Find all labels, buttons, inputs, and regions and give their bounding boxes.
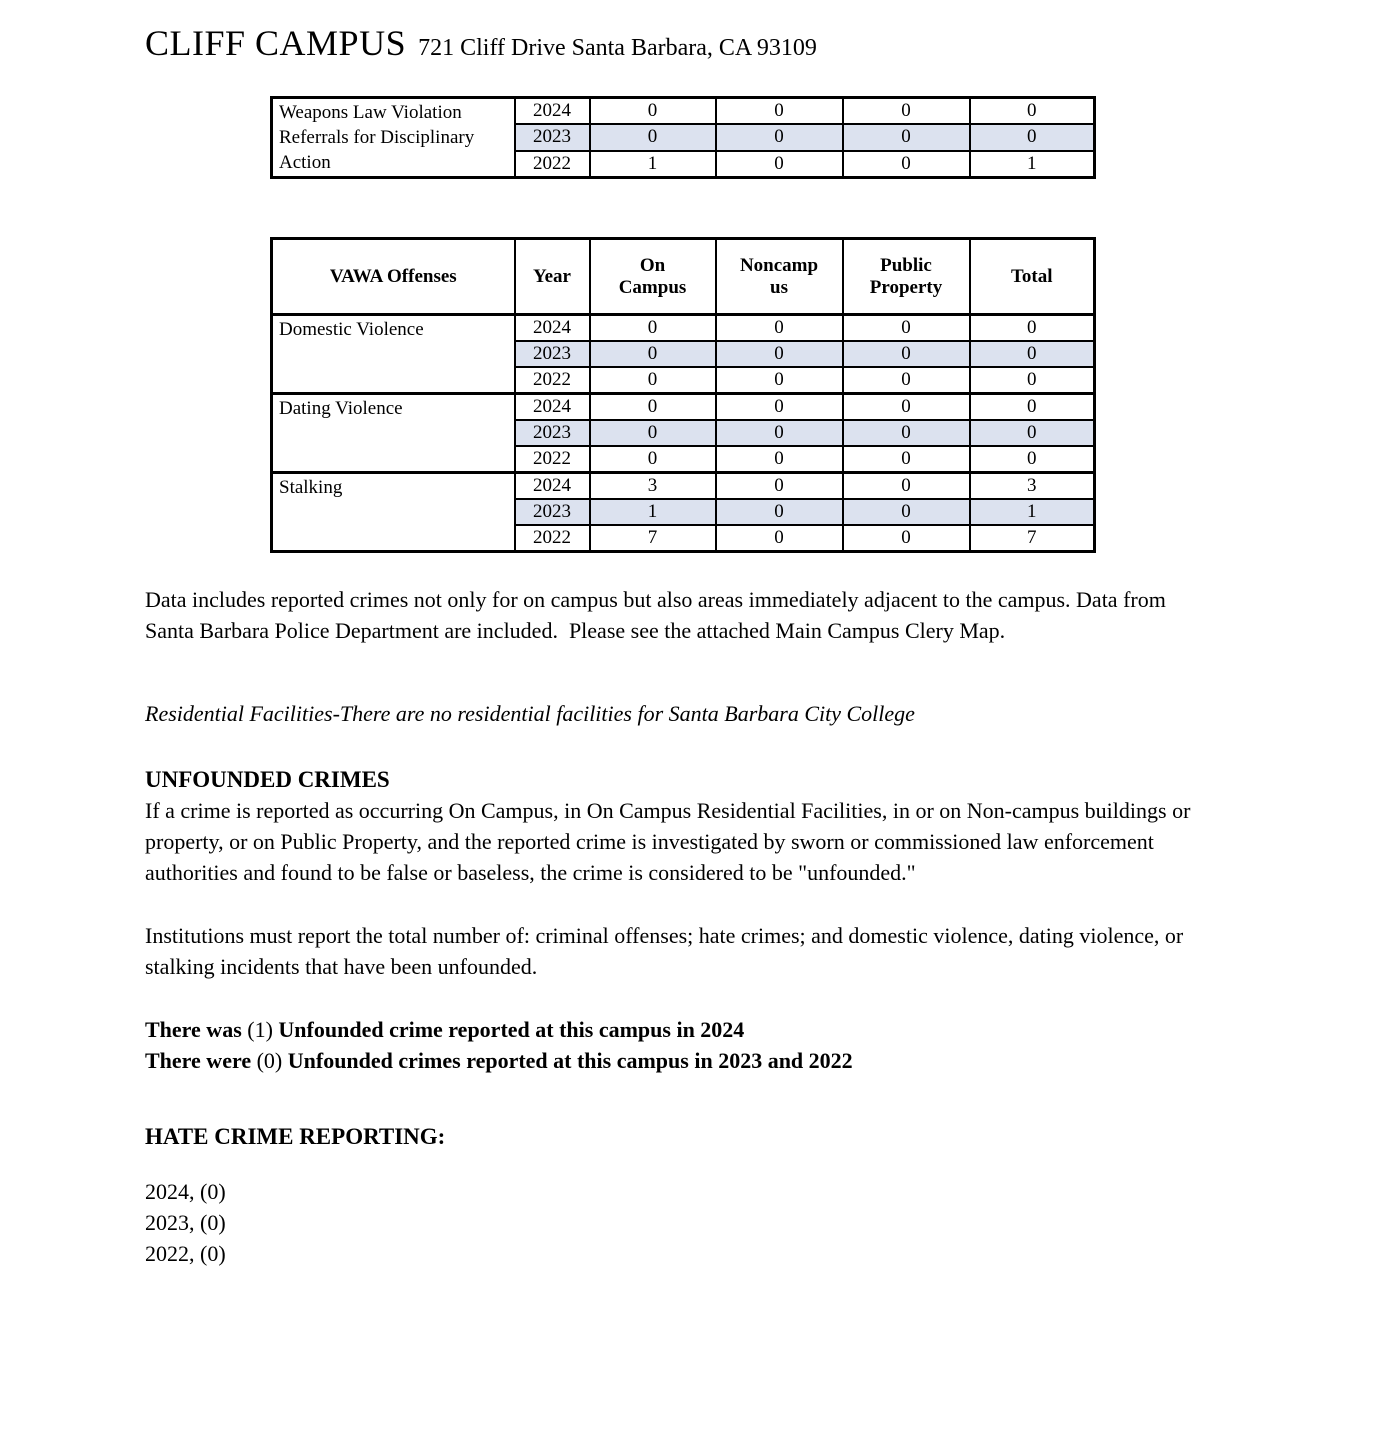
count-cell: 0	[843, 525, 970, 552]
count-cell: 0	[970, 420, 1095, 446]
table-row	[272, 473, 1095, 500]
header-year: Year	[515, 239, 590, 315]
table-header-row	[272, 239, 1095, 315]
header-noncampus	[716, 239, 843, 315]
table-row	[272, 98, 1095, 125]
year-cell: 2022	[515, 367, 590, 394]
unfounded-2024-count: (1)	[247, 1017, 273, 1042]
header-noncampus-label: Noncampus	[739, 254, 819, 298]
table-row	[272, 394, 1095, 421]
count-cell: 0	[716, 98, 843, 125]
count-cell: 0	[970, 446, 1095, 473]
count-cell: 0	[970, 394, 1095, 421]
count-cell: 0	[716, 367, 843, 394]
count-cell: 1	[970, 499, 1095, 525]
count-cell: 0	[716, 446, 843, 473]
count-cell: 0	[716, 473, 843, 500]
header-total: Total	[970, 239, 1095, 315]
count-cell: 0	[970, 124, 1095, 150]
table-row	[272, 315, 1095, 342]
count-cell: 0	[843, 446, 970, 473]
year-cell: 2023	[515, 124, 590, 150]
count-cell: 0	[843, 341, 970, 367]
year-cell: 2024	[515, 473, 590, 500]
residential-facilities-note: Residential Facilities-There are no residential facilities for Santa Barbara City College	[145, 701, 915, 726]
offense-label: Weapons Law Violation Referrals for Disciplinary Action	[272, 98, 515, 178]
unfounded-2024-line	[145, 1014, 1220, 1045]
count-cell: 0	[843, 499, 970, 525]
count-cell: 0	[843, 315, 970, 342]
data-note-paragraph: Data includes reported crimes not only for on campus but also areas immediately adjacent to the campus. Data from Santa Barbara Police Department are included. Please see the attached Main Campus Clery Map.	[145, 587, 1172, 643]
count-cell: 0	[970, 98, 1095, 125]
count-cell: 1	[970, 151, 1095, 178]
unfounded-prior-line	[145, 1045, 1220, 1076]
count-cell: 1	[590, 499, 716, 525]
count-cell: 0	[843, 98, 970, 125]
unfounded-2024-suffix: Unfounded crime reported at this campus in 2024	[278, 1017, 745, 1042]
unfounded-prior-count: (0)	[256, 1048, 283, 1073]
count-cell: 0	[590, 124, 716, 150]
count-cell: 0	[843, 367, 970, 394]
count-cell: 0	[716, 420, 843, 446]
year-cell: 2022	[515, 446, 590, 473]
count-cell: 0	[590, 367, 716, 394]
header-on-campus	[590, 239, 716, 315]
count-cell: 7	[590, 525, 716, 552]
header-vawa-offenses: VAWA Offenses	[272, 239, 515, 315]
hate-crime-years-list	[145, 1176, 1220, 1269]
year-cell: 2023	[515, 341, 590, 367]
count-cell: 3	[970, 473, 1095, 500]
unfounded-2024-prefix: There was	[145, 1017, 242, 1042]
page-header	[0, 0, 1376, 64]
year-cell: 2023	[515, 499, 590, 525]
count-cell: 0	[716, 499, 843, 525]
header-on-campus-label: On Campus	[618, 254, 687, 298]
year-cell: 2024	[515, 98, 590, 125]
count-cell: 0	[970, 315, 1095, 342]
year-cell: 2022	[515, 525, 590, 552]
count-cell: 0	[590, 341, 716, 367]
vawa-offenses-table	[270, 237, 1096, 553]
unfounded-crimes-body: If a crime is reported as occurring On Campus, in On Campus Residential Facilities, in or on Non-campus buildings or property, or on Public Property, and the reported crime is investigated by sworn or commissioned law enforcement authorities and found to be false or baseless, the crime is considered to be "unfounded."	[145, 798, 1191, 885]
count-cell: 0	[843, 124, 970, 150]
institutions-report-paragraph: Institutions must report the total number of: criminal offenses; hate crimes; and domestic violence, dating violence, or stalking incidents that have been unfounded.	[145, 923, 1184, 979]
count-cell: 0	[843, 420, 970, 446]
unfounded-crimes-heading: UNFOUNDED CRIMES	[145, 767, 390, 792]
count-cell: 0	[716, 124, 843, 150]
count-cell: 7	[970, 525, 1095, 552]
header-public-property-label: Public Property	[869, 254, 943, 298]
count-cell: 0	[590, 420, 716, 446]
weapons-law-table	[270, 96, 1096, 179]
header-public-property	[843, 239, 970, 315]
count-cell: 0	[843, 151, 970, 178]
count-cell: 0	[716, 315, 843, 342]
hate-crime-year-line: 2024, (0)	[145, 1179, 226, 1204]
offense-label: Stalking	[272, 473, 515, 552]
offense-label: Domestic Violence	[272, 315, 515, 394]
unfounded-prior-prefix: There were	[145, 1048, 252, 1073]
hate-crime-year-line: 2023, (0)	[145, 1210, 226, 1235]
count-cell: 0	[716, 151, 843, 178]
hate-crime-heading: HATE CRIME REPORTING:	[145, 1124, 446, 1149]
year-cell: 2022	[515, 151, 590, 178]
count-cell: 0	[716, 394, 843, 421]
count-cell: 0	[590, 446, 716, 473]
count-cell: 0	[843, 394, 970, 421]
offense-label: Dating Violence	[272, 394, 515, 473]
hate-crime-year-line: 2022, (0)	[145, 1241, 226, 1266]
count-cell: 0	[843, 473, 970, 500]
count-cell: 0	[970, 341, 1095, 367]
page-title: CLIFF CAMPUS	[145, 23, 407, 63]
count-cell: 0	[590, 315, 716, 342]
count-cell: 1	[590, 151, 716, 178]
count-cell: 0	[716, 341, 843, 367]
count-cell: 3	[590, 473, 716, 500]
unfounded-prior-suffix: Unfounded crimes reported at this campus in 2023 and 2022	[287, 1048, 853, 1073]
campus-address: 721 Cliff Drive Santa Barbara, CA 93109	[418, 35, 817, 61]
count-cell: 0	[970, 367, 1095, 394]
count-cell: 0	[716, 525, 843, 552]
count-cell: 0	[590, 98, 716, 125]
year-cell: 2024	[515, 394, 590, 421]
unfounded-summary	[145, 1014, 1220, 1076]
year-cell: 2023	[515, 420, 590, 446]
count-cell: 0	[590, 394, 716, 421]
year-cell: 2024	[515, 315, 590, 342]
